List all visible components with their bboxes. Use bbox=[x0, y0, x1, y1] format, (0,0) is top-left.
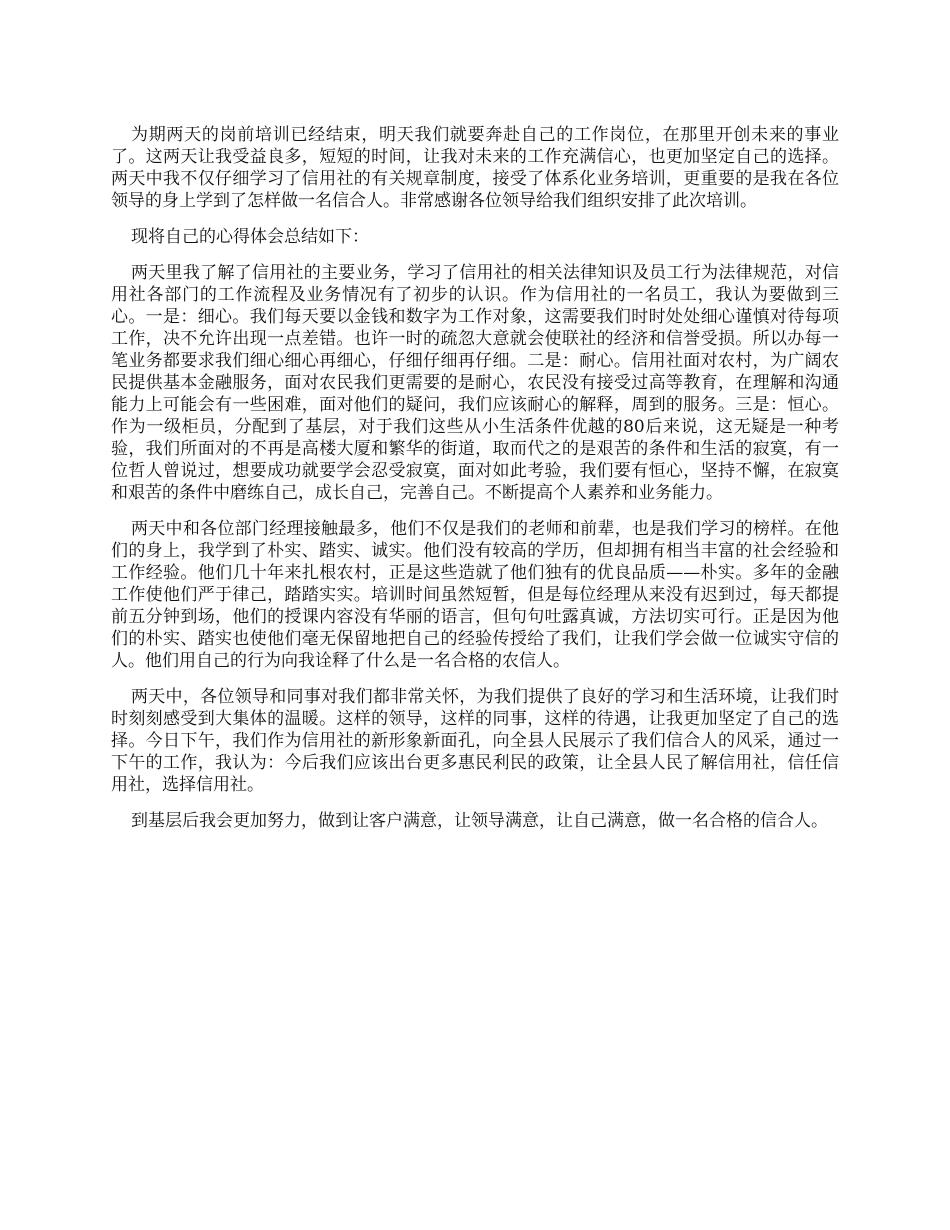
paragraph-intro: 为期两天的岗前培训已经结束，明天我们就要奔赴自己的工作岗位，在那里开创未来的事业了。这两天让我受益良多，短短的时间，让我对未来的工作充满信心，也更加坚定自己的选择。两天中我不仅仔细学习了信用社的有关规章制度，接受了体系化业务培训，更重要的是我在各位领导的身上学到了怎样做一名信合人。非常感谢各位领导给我们组织安排了此次培训。 bbox=[111, 125, 839, 211]
paragraph-three-hearts: 两天里我了解了信用社的主要业务，学习了信用社的相关法律知识及员工行为法律规范，对信用社各部门的工作流程及业务情况有了初步的认识。作为信用社的一名员工，我认为要做到三心。一是：细心。我们每天要以金钱和数字为工作对象，这需要我们时时处处细心谨慎对待每项工作，决不允许出现一点差错。也许一时的疏忽大意就会使联社的经济和信誉受损。所以办每一笔业务都要求我们细心细心再细心，仔细仔细再仔细。二是：耐心。信用社面对农村，为广阔农民提供基本金融服务，面对农民我们更需要的是耐心，农民没有接受过高等教育，在理解和沟通能力上可能会有一些困难，面对他们的疑问，我们应该耐心的解释，周到的服务。三是：恒心。作为一级柜员，分配到了基层，对于我们这些从小生活条件优越的80后来说，这无疑是一种考验，我们所面对的不再是高楼大厦和繁华的街道，取而代之的是艰苦的条件和生活的寂寞，有一位哲人曾说过，想要成功就要学会忍受寂寞，面对如此考验，我们要有恒心，坚持不懈，在寂寞和艰苦的条件中磨练自己，成长自己，完善自己。不断提高个人素养和业务能力。 bbox=[111, 263, 839, 503]
paragraph-managers: 两天中和各位部门经理接触最多，他们不仅是我们的老师和前辈，也是我们学习的榜样。在他们的身上，我学到了朴实、踏实、诚实。他们没有较高的学历，但却拥有相当丰富的社会经验和工作经验。他们几十年来扎根农村，正是这些造就了他们独有的优良品质——朴实。多年的金融工作使他们严于律己，踏踏实实。培训时间虽然短暂，但是每位经理从来没有迟到过，每天都提前五分钟到场，他们的授课内容没有华丽的语言，但句句吐露真诚，方法切实可行。正是因为他们的朴实、踏实也使他们毫无保留地把自己的经验传授给了我们，让我们学会做一位诚实守信的人。他们用自己的行为向我诠释了什么是一名合格的农信人。 bbox=[111, 519, 839, 671]
paragraph-colleagues: 两天中，各位领导和同事对我们都非常关怀，为我们提供了良好的学习和生活环境，让我们时时刻刻感受到大集体的温暖。这样的领导，这样的同事，这样的待遇，让我更加坚定了自己的选择。今日下午，我们作为信用社的新形象新面孔，向全县人民展示了我们信合人的风采，通过一下午的工作，我认为：今后我们应该出台更多惠民利民的政策，让全县人民了解信用社，信任信用社，选择信用社。 bbox=[111, 687, 839, 795]
paragraph-summary-lead: 现将自己的心得体会总结如下： bbox=[131, 227, 369, 247]
document-body bbox=[111, 124, 839, 846]
paragraph-closing: 到基层后我会更加努力，做到让客户满意，让领导满意，让自己满意，做一名合格的信合人。 bbox=[131, 811, 828, 831]
